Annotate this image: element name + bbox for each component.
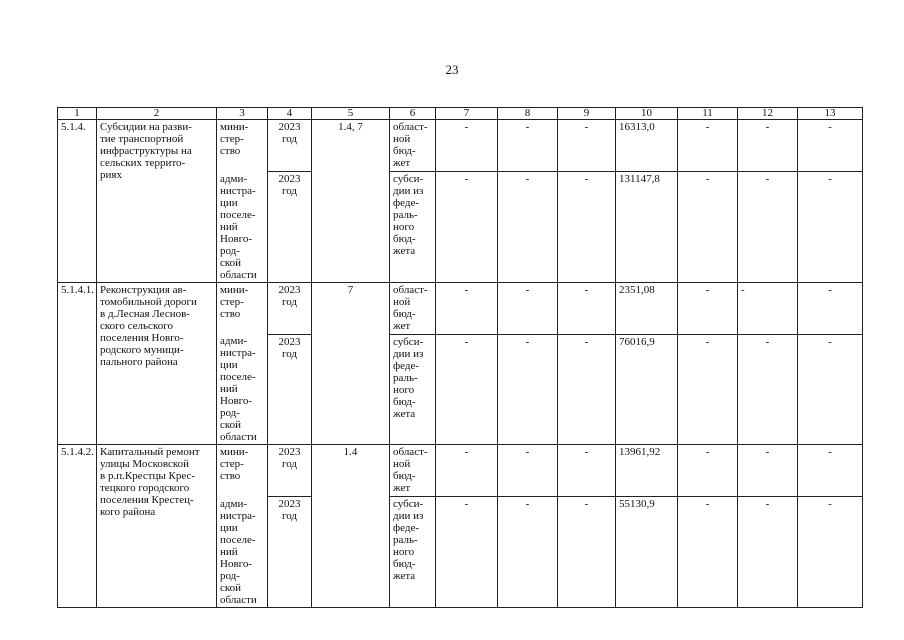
table-row — [58, 282, 863, 334]
year-cell: 2023 год — [268, 120, 312, 172]
value-cell: - — [498, 497, 558, 608]
value-cell: - — [738, 282, 798, 334]
table-row — [58, 445, 863, 497]
value-cell: - — [678, 334, 738, 445]
header-cell: 10 — [616, 108, 678, 120]
value-cell: - — [436, 172, 498, 283]
executor-administrations: адми- нистра- ции поселе- ний Новго- род- ской области — [217, 172, 268, 283]
header-cell: 12 — [738, 108, 798, 120]
funding-source: област- ной бюд- жет — [390, 120, 436, 172]
executor-administrations: адми- нистра- ции поселе- ний Новго- род- ской области — [217, 334, 268, 445]
item-code: 5.1.4.1. — [58, 282, 97, 445]
value-cell: - — [558, 172, 616, 283]
amount-cell: 2351,08 — [616, 282, 678, 334]
value-cell: - — [798, 334, 863, 445]
value-cell: - — [798, 282, 863, 334]
value-cell: - — [558, 334, 616, 445]
value-cell: - — [798, 172, 863, 283]
value-cell: - — [498, 120, 558, 172]
value-cell: - — [678, 120, 738, 172]
value-cell: - — [436, 282, 498, 334]
funding-source: субси- дии из феде- раль- ного бюд- жета — [390, 172, 436, 283]
value-cell: - — [558, 445, 616, 497]
executor-ministry: мини- стер- ство — [217, 282, 268, 334]
value-cell: - — [498, 445, 558, 497]
value-cell: - — [738, 445, 798, 497]
executor-administrations: адми- нистра- ции поселе- ний Новго- род- ской области — [217, 497, 268, 608]
value-cell: - — [436, 497, 498, 608]
table-row — [58, 120, 863, 172]
value-cell: - — [798, 120, 863, 172]
amount-cell: 131147,8 — [616, 172, 678, 283]
amount-cell: 55130,9 — [616, 497, 678, 608]
value-cell: - — [436, 334, 498, 445]
executor-ministry: мини- стер- ство — [217, 445, 268, 497]
item-code: 5.1.4. — [58, 120, 97, 283]
header-cell: 2 — [97, 108, 217, 120]
target-indicator: 1.4 — [312, 445, 390, 608]
value-cell: - — [436, 120, 498, 172]
value-cell: - — [678, 445, 738, 497]
amount-cell: 13961,92 — [616, 445, 678, 497]
year-cell: 2023 год — [268, 497, 312, 608]
value-cell: - — [738, 334, 798, 445]
program-table — [57, 107, 863, 608]
target-indicator: 1.4, 7 — [312, 120, 390, 283]
item-name: Субсидии на разви- тие транспортной инфраструктуры на сельских террито- риях — [97, 120, 217, 283]
value-cell: - — [678, 497, 738, 608]
item-name: Капитальный ремонт улицы Московской в р.п.Крестцы Крес- тецкого городского поселения Крестец- кого района — [97, 445, 217, 608]
page-number: 23 — [445, 62, 459, 77]
funding-source: субси- дии из феде- раль- ного бюд- жета — [390, 497, 436, 608]
executor-ministry: мини- стер- ство — [217, 120, 268, 172]
value-cell: - — [738, 172, 798, 283]
value-cell: - — [558, 120, 616, 172]
value-cell: - — [738, 497, 798, 608]
funding-source: субси- дии из феде- раль- ного бюд- жета — [390, 334, 436, 445]
value-cell: - — [558, 282, 616, 334]
target-indicator: 7 — [312, 282, 390, 445]
header-cell: 5 — [312, 108, 390, 120]
item-code: 5.1.4.2. — [58, 445, 97, 608]
value-cell: - — [738, 120, 798, 172]
year-cell: 2023 год — [268, 172, 312, 283]
value-cell: - — [498, 334, 558, 445]
value-cell: - — [678, 172, 738, 283]
header-cell: 3 — [217, 108, 268, 120]
header-cell: 8 — [498, 108, 558, 120]
header-cell: 4 — [268, 108, 312, 120]
amount-cell: 76016,9 — [616, 334, 678, 445]
header-cell: 13 — [798, 108, 863, 120]
value-cell: - — [798, 445, 863, 497]
funding-source: област- ной бюд- жет — [390, 445, 436, 497]
value-cell: - — [558, 497, 616, 608]
header-cell: 11 — [678, 108, 738, 120]
header-cell: 1 — [58, 108, 97, 120]
header-cell: 7 — [436, 108, 498, 120]
value-cell: - — [436, 445, 498, 497]
value-cell: - — [498, 172, 558, 283]
value-cell: - — [678, 282, 738, 334]
funding-source: област- ной бюд- жет — [390, 282, 436, 334]
year-cell: 2023 год — [268, 445, 312, 497]
header-cell: 9 — [558, 108, 616, 120]
column-number-row — [58, 108, 863, 120]
header-cell: 6 — [390, 108, 436, 120]
item-name: Реконструкция ав- томобильной дороги в д.Лесная Леснов- ского сельского поселения Новго- родского муници- пального района — [97, 282, 217, 445]
amount-cell: 16313,0 — [616, 120, 678, 172]
value-cell: - — [798, 497, 863, 608]
value-cell: - — [498, 282, 558, 334]
year-cell: 2023 год — [268, 334, 312, 445]
year-cell: 2023 год — [268, 282, 312, 334]
